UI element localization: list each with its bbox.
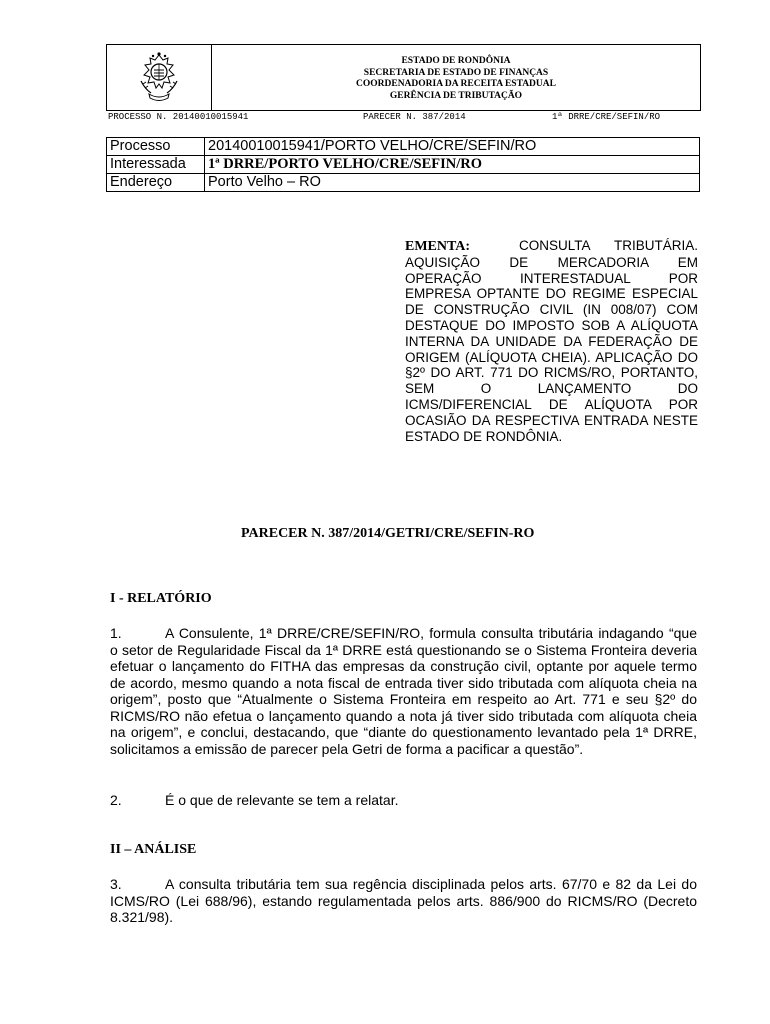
- paragraph-number: 3.: [110, 876, 122, 892]
- ementa-label: EMENTA:: [405, 239, 471, 254]
- org-management: GERÊNCIA DE TRIBUTAÇÃO: [389, 90, 523, 101]
- table-label: Interessada: [107, 156, 205, 174]
- section-heading-relatorio: I - RELATÓRIO: [110, 591, 212, 606]
- ementa-text: CONSULTA TRIBUTÁRIA. AQUISIÇÃO DE MERCADORIA EM OPERAÇÃO INTERESTADUAL POR EMPRESA OPTANTE DO REGIME ESPECIAL DE CONSTRUÇÃO CIVIL (IN 008/07) COM DESTAQUE DO IMPOSTO SOB A ALÍQUOTA INTERNA DA UNIDADE DA FEDERAÇÃO DE ORIGEM (ALÍQUOTA CHEIA). APLICAÇÃO DO §2º DO ART. 771 DO RICMS/RO, PORTANTO, SEM O LANÇAMENTO DO ICMS/DIFERENCIAL DE ALÍQUOTA POR OCASIÃO DA RESPECTIVA ENTRADA NESTE ESTADO DE RONDÔNIA.: [405, 238, 698, 444]
- reference-parecer: PARECER N. 387/2014: [363, 112, 466, 122]
- table-value: 20140010015941/PORTO VELHO/CRE/SEFIN/RO: [205, 138, 700, 156]
- table-value: 1ª DRRE/PORTO VELHO/CRE/SEFIN/RO: [205, 156, 700, 174]
- table-row: [107, 174, 700, 192]
- reference-line: [108, 111, 700, 124]
- seal-cell: [107, 45, 212, 110]
- org-coordination: COORDENADORIA DA RECEITA ESTADUAL: [356, 79, 556, 89]
- paragraph-text: É o que de relevante se tem a relatar.: [165, 792, 399, 808]
- org-state: ESTADO DE RONDÔNIA: [401, 56, 511, 66]
- paragraph-number: 1.: [110, 625, 122, 641]
- section-heading-analise: II – ANÁLISE: [110, 842, 197, 857]
- reference-processo: PROCESSO N. 20140010015941: [108, 112, 249, 122]
- organization-lines: [212, 56, 700, 102]
- paragraph-number: 2.: [110, 792, 122, 808]
- paragraph-text: A consulta tributária tem sua regência disciplinada pelos arts. 67/70 e 82 da Lei do ICMS/RO (Lei 688/96), estando regulamentada pelos arts. 886/900 do RICMS/RO (Decreto 8.321/98).: [110, 876, 697, 925]
- coat-of-arms-icon: [137, 51, 181, 103]
- paragraph-3: [110, 876, 697, 926]
- reference-unidade: 1ª DRRE/CRE/SEFIN/RO: [552, 112, 661, 122]
- parecer-title: PARECER N. 387/2014/GETRI/CRE/SEFIN-RO: [241, 526, 535, 541]
- table-row: [107, 138, 700, 156]
- paragraph-1: [110, 625, 697, 757]
- letterhead: [106, 44, 701, 111]
- table-label: Endereço: [107, 174, 205, 192]
- table-value: Porto Velho – RO: [205, 174, 700, 192]
- paragraph-2: [110, 792, 697, 809]
- process-table: [106, 137, 700, 192]
- table-row: [107, 156, 700, 174]
- table-label: Processo: [107, 138, 205, 156]
- ementa-block: [405, 238, 698, 444]
- org-secretariat: SECRETARIA DE ESTADO DE FINANÇAS: [363, 67, 549, 78]
- paragraph-text: A Consulente, 1ª DRRE/CRE/SEFIN/RO, formula consulta tributária indagando “que o setor de Regularidade Fiscal da 1ª DRRE está questionando se o Sistema Fronteira deveria efetuar o lançamento do FITHA das empresas da construção civil, optante por aquele termo de acordo, mesmo quando a nota fiscal de entrada tiver sido tributada com alíquota cheia na origem”, posto que “Atualmente o Sistema Fronteira em respeito ao Art. 771 e seu §2º do RICMS/RO não efetua o lançamento quando a nota já tiver sido tributada com alíquota cheia na origem”, e conclui, destacando, que “diante do questionamento levantado pela 1ª DRRE, solicitamos a emissão de parecer pela Getri de forma a pacificar a questão”.: [110, 625, 697, 757]
